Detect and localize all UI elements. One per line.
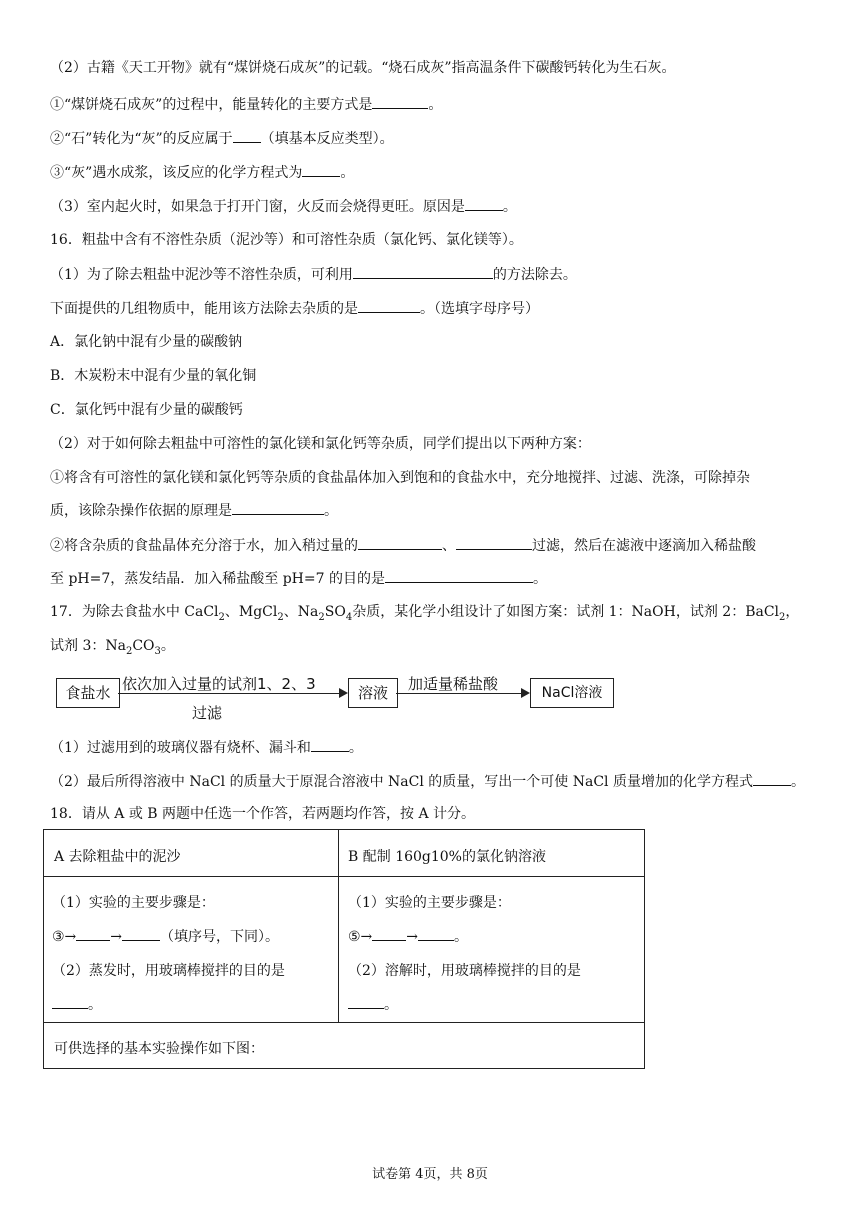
q16-2-plan2: ②将含杂质的食盐晶体充分溶于水，加入稍过量的 、 过滤，然后在滤液中逐滴加入稀盐酸 (50, 535, 756, 556)
table-divider (338, 830, 339, 1022)
q15-2-sub3: ③“灰”遇水成浆，该反应的化学方程式为 。 (50, 162, 354, 183)
q16-2-plan1-cont: 质，该除杂操作依据的原理是 。 (50, 500, 338, 521)
q15-2-sub1: ①“煤饼烧石成灰”的过程中，能量转化的主要方式是 。 (50, 94, 442, 115)
answer-blank[interactable] (233, 128, 261, 143)
q18-title: 18．请从 A 或 B 两题中任选一个作答，若两题均作答，按 A 计分。 (50, 806, 476, 822)
flow-arrow1-label: 依次加入过量的试剂1、2、3 (122, 675, 316, 693)
flow-arrow2-label: 加适量稀盐酸 (408, 675, 499, 693)
q16-2: （2）对于如何除去粗盐中可溶性的氯化镁和氯化钙等杂质，同学们提出以下两种方案： (50, 436, 591, 452)
table-divider (44, 1022, 644, 1023)
option-b: B．木炭粉末中混有少量的氧化铜 (50, 368, 257, 384)
table-divider (44, 876, 644, 877)
table-bottom-note: 可供选择的基本实验操作如下图： (54, 1041, 264, 1057)
flow-arrow1-sublabel: 过滤 (192, 704, 223, 722)
q15-2-sub2: ②“石”转化为“灰”的反应属于 （填基本反应类型）。 (50, 128, 394, 149)
answer-blank[interactable] (358, 535, 442, 550)
answer-blank[interactable] (753, 771, 791, 786)
q18-table (43, 829, 645, 1069)
q15-2-intro: （2）古籍《天工开物》就有“煤饼烧石成灰”的记载。“烧石成灰”指高温条件下碳酸钙转化为生石灰。 (50, 60, 676, 76)
answer-blank[interactable] (372, 926, 406, 941)
flow-arrow1 (118, 693, 346, 694)
answer-blank[interactable] (311, 737, 349, 752)
q16-title: 16．粗盐中含有不溶性杂质（泥沙等）和可溶性杂质（氯化钙、氯化镁等）。 (50, 232, 523, 248)
table-a-step3: （2）蒸发时，用玻璃棒搅拌的目的是 (52, 963, 285, 979)
table-b-step3: （2）溶解时，用玻璃棒搅拌的目的是 (348, 963, 581, 979)
answer-blank[interactable] (372, 94, 428, 109)
answer-blank[interactable] (385, 568, 533, 583)
table-b-step2: ⑤→ → 。 (348, 926, 468, 946)
option-a: A．氯化钠中混有少量的碳酸钠 (50, 334, 243, 350)
table-b-title: B 配制 160g10%的氯化钠溶液 (348, 849, 546, 865)
flow-box-solution: 溶液 (348, 678, 398, 708)
q15-3: （3）室内起火时，如果急于打开门窗，火反而会烧得更旺。原因是 。 (50, 196, 517, 217)
q17-2: （2）最后所得溶液中 NaCl 的质量大于原混合溶液中 NaCl 的质量，写出一个可使 NaCl 质量增加的化学方程式 。 (50, 771, 805, 792)
answer-blank[interactable] (353, 264, 493, 279)
q16-2-plan2-cont: 至 pH=7，蒸发结晶．加入稀盐酸至 pH=7 的目的是 。 (50, 568, 547, 589)
table-b-step1: （1）实验的主要步骤是： (348, 895, 511, 911)
answer-blank[interactable] (76, 926, 110, 941)
answer-blank[interactable] (232, 500, 324, 515)
table-a-step4: 。 (52, 994, 102, 1014)
page-footer: 试卷第 4页，共 8页 (372, 1167, 488, 1182)
flow-box-salt-water: 食盐水 (56, 678, 120, 708)
answer-blank[interactable] (418, 926, 454, 941)
q16-2-plan1: ①将含有可溶性的氯化镁和氯化钙等杂质的食盐晶体加入到饱和的食盐水中，充分地搅拌、过滤、洗涤，可除掉杂 (50, 470, 750, 486)
answer-blank[interactable] (122, 926, 160, 941)
q17-title-cont: 试剂 3：$Na_2CO_3$。 (50, 638, 175, 657)
q17-1: （1）过滤用到的玻璃仪器有烧杯、漏斗和 。 (50, 737, 363, 758)
answer-blank[interactable] (456, 535, 532, 550)
answer-blank[interactable] (358, 298, 420, 313)
q17-title: 17．为除去食盐水中 CaCl$_2$、MgCl$_2$、$Na_2SO_4$杂质，某化学小组设计了如图方案：试剂 1：NaOH，试剂 2：BaCl$_2$， (50, 604, 800, 623)
answer-blank[interactable] (302, 162, 340, 177)
flow-arrow2 (396, 693, 528, 694)
answer-blank[interactable] (465, 196, 503, 211)
flow-box-nacl: NaCl溶液 (530, 678, 614, 708)
option-c: C．氯化钙中混有少量的碳酸钙 (50, 402, 243, 418)
table-b-step4: 。 (348, 994, 398, 1014)
table-a-step2: ③→ → （填序号，下同）。 (52, 926, 279, 946)
table-a-title: A 去除粗盐中的泥沙 (54, 849, 181, 865)
q16-1: （1）为了除去粗盐中泥沙等不溶性杂质，可利用 的方法除去。 (50, 264, 577, 285)
answer-blank[interactable] (52, 994, 88, 1009)
q16-1-choose: 下面提供的几组物质中，能用该方法除去杂质的是 。（选填字母序号） (50, 298, 539, 319)
answer-blank[interactable] (348, 994, 384, 1009)
table-a-step1: （1）实验的主要步骤是： (52, 895, 215, 911)
